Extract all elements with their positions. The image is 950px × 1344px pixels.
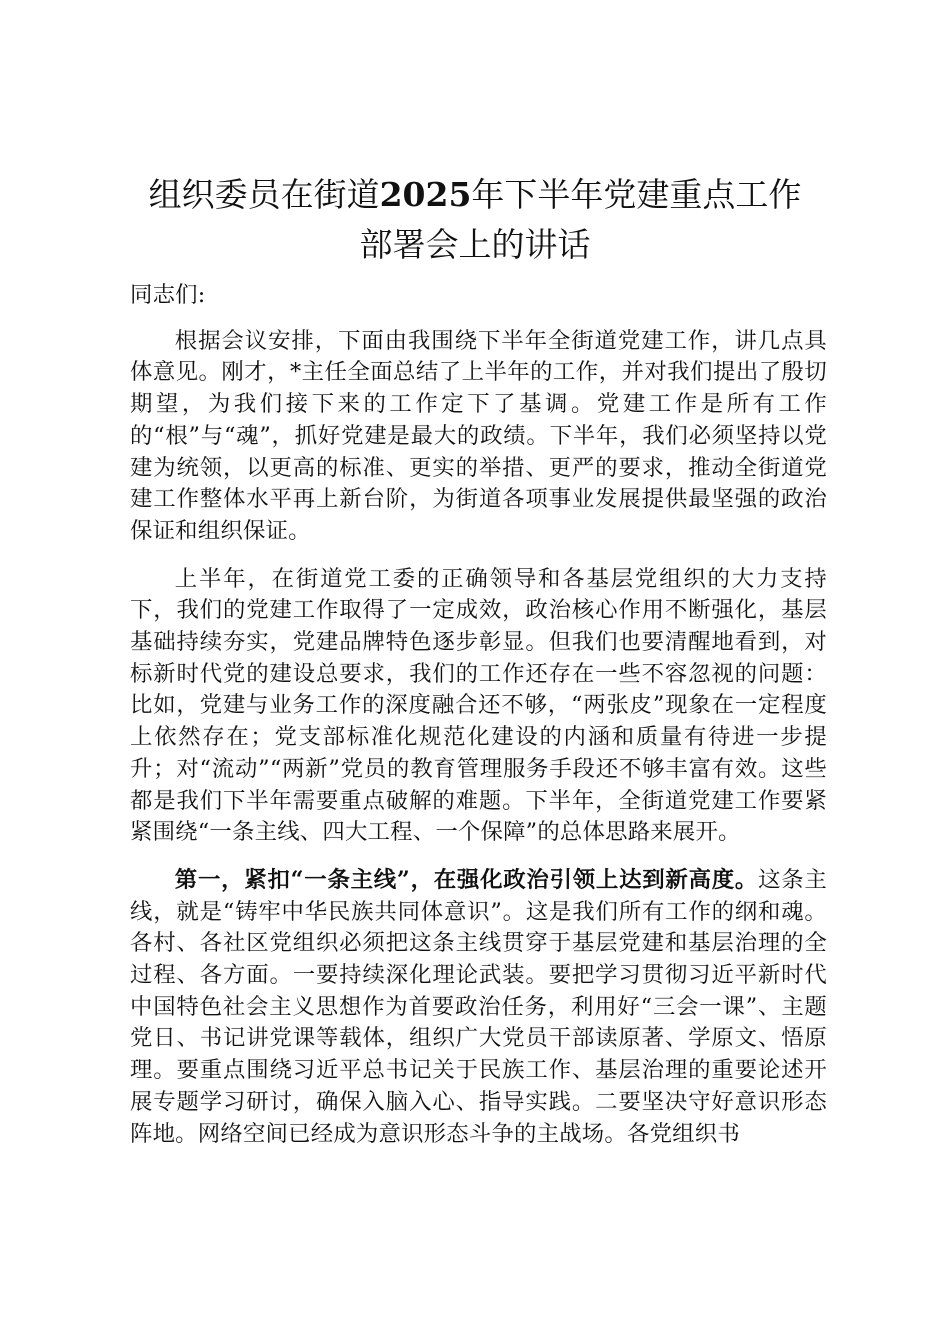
title-year: 2025 [379,175,472,214]
paragraph-opening: 根据会议安排，下面由我围绕下半年全街道党建工作，讲几点具体意见。刚才，*主任全面总结了上半年的工作，并对我们提出了殷切期望，为我们接下来的工作定下了基调。党建工作是所有工作的“根”与“魂”，抓好党建是最大的政绩。下半年，我们必须坚持以党建为统领，以更高的标准、更实的举措、更严的要求，推动全街道党建工作整体水平再上新台阶，为街道各项事业发展提供最坚强的政治保证和组织保证。 [130,327,827,544]
document-body [130,280,827,1166]
paragraph-first-point [130,865,827,1150]
document-title [120,170,830,270]
title-line2: 部署会上的讲话 [359,225,591,264]
section-heading-first: 第一，紧扣“一条主线”，在强化政治引领上达到新高度。 [174,866,759,893]
paragraph-review: 上半年，在街道党工委的正确领导和各基层党组织的大力支持下，我们的党建工作取得了一定成效，政治核心作用不断强化，基层基础持续夯实，党建品牌特色逐步彰显。但我们也要清醒地看到，对标新时代党的建设总要求，我们的工作还存在一些不容忽视的问题：比如，党建与业务工作的深度融合还不够，“两张皮”现象在一定程度上依然存在；党支部标准化规范化建设的内涵和质量有待进一步提升；对“流动”“两新”党员的教育管理服务手段还不够丰富有效。这些都是我们下半年需要重点破解的难题。下半年，全街道党建工作要紧紧围绕“一条主线、四大工程、一个保障”的总体思路来展开。 [130,565,827,846]
paragraph-first-point-text: 这条主线，就是“铸牢中华民族共同体意识”。这是我们所有工作的纲和魂。各村、各社区党组织必须把这条主线贯穿于基层党建和基层治理的全过程、各方面。一要持续深化理论武装。要把学习贯彻习近平新时代中国特色社会主义思想作为首要政治任务，利用好“三会一课”、主题党日、书记讲党课等载体，组织广大党员干部读原著、学原文、悟原理。要重点围绕习近平总书记关于民族工作、基层治理的重要论述开展专题学习研讨，确保入脑入心、指导实践。二要坚决守好意识形态阵地。网络空间已经成为意识形态斗争的主战场。各党组织书 [130,866,827,1147]
salutation: 同志们: [130,282,206,308]
title-part1: 组织委员在街道 [148,175,380,214]
title-part2: 年下半年党建重点工作 [471,175,802,214]
